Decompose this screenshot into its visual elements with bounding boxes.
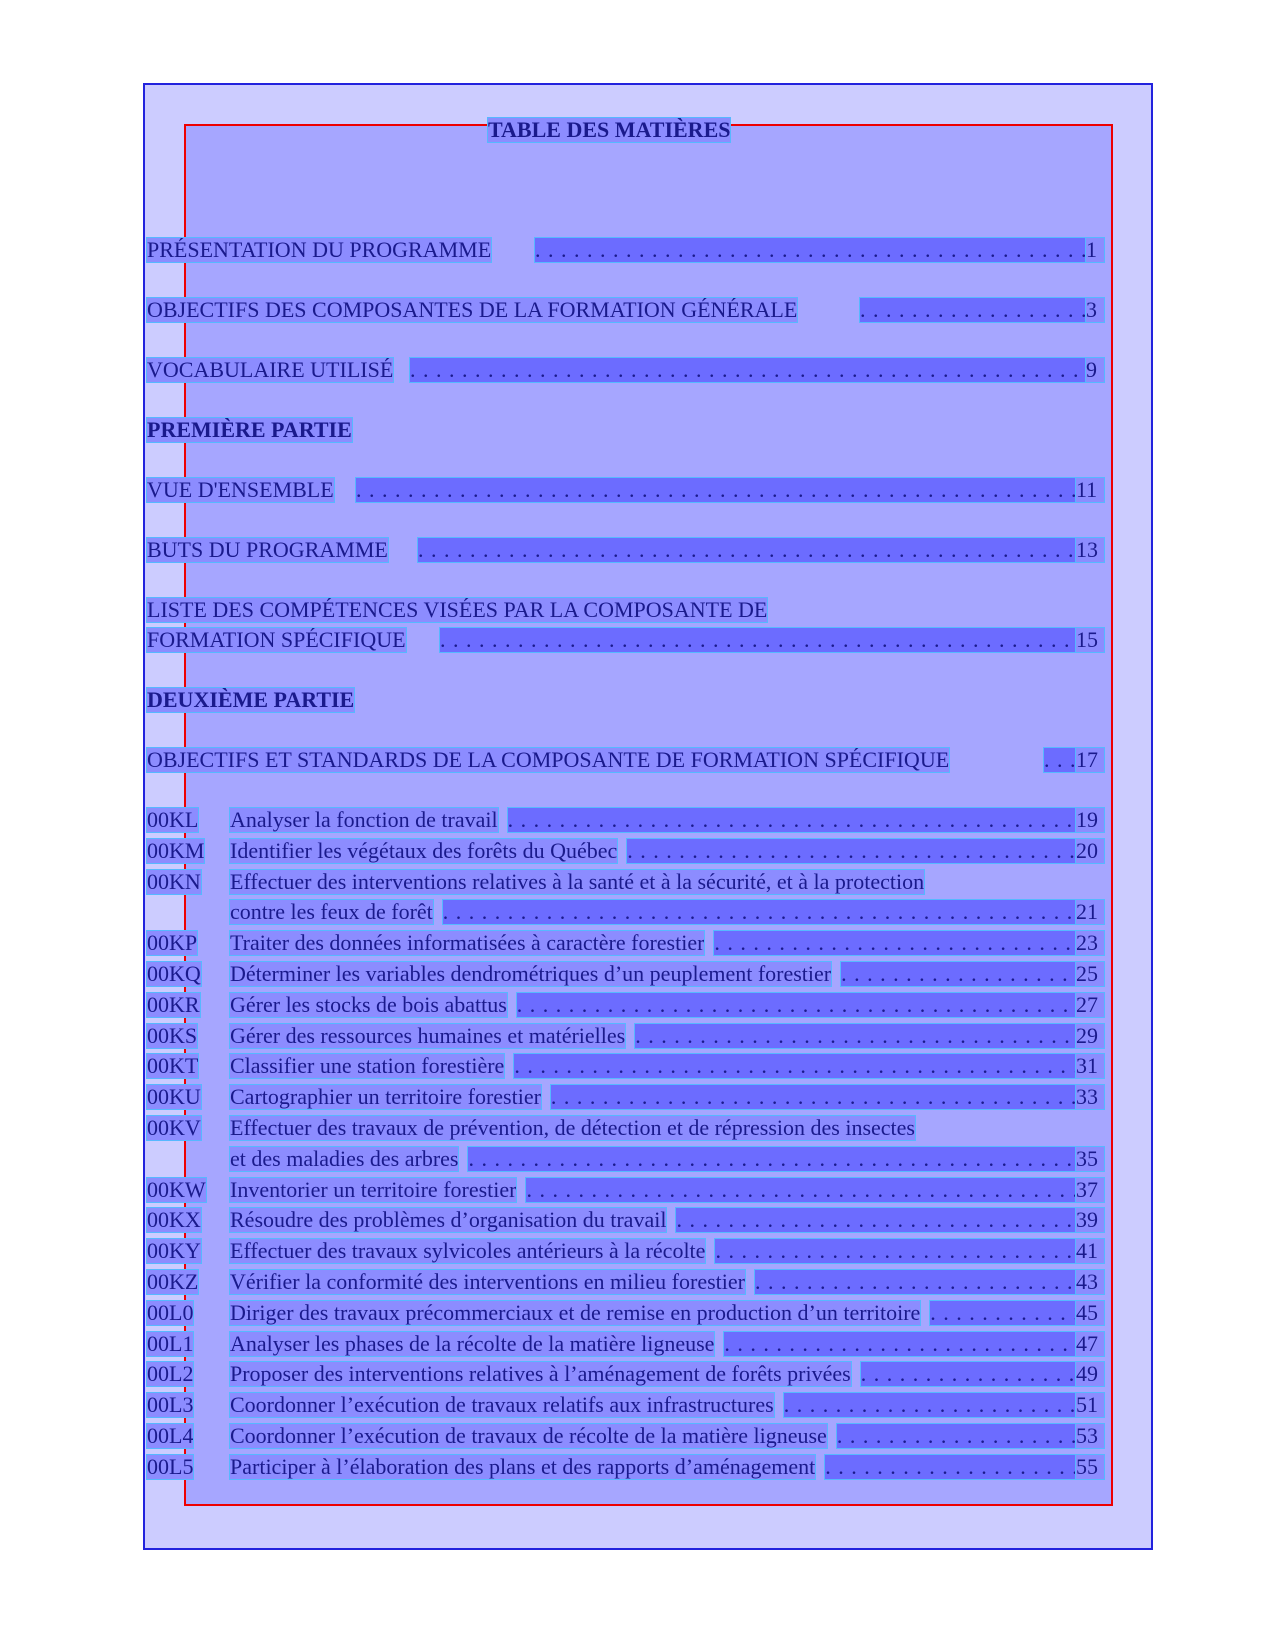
competence-code: 00L1 (147, 1330, 194, 1356)
dot-leader (635, 1024, 1076, 1048)
page-number: 45 (1076, 1301, 1104, 1325)
competence-label: Coordonner l’exécution de travaux relatifs aux infrastructures (230, 1392, 774, 1418)
competence-label: Coordonner l’exécution de travaux de récolte de la matière ligneuse (230, 1423, 827, 1448)
competence-label: Proposer des interventions relatives à l’aménagement de forêts privées (230, 1361, 851, 1387)
entry-label: VOCABULAIRE UTILISÉ (147, 357, 394, 382)
dot-leader (356, 478, 1077, 502)
competence-code: 00L2 (147, 1361, 194, 1387)
page-number: 19 (1076, 808, 1104, 832)
dot-leader (784, 1393, 1076, 1417)
page-number: 35 (1076, 1147, 1104, 1171)
competence-code: 00KZ (147, 1269, 199, 1294)
competence-code: 00L4 (147, 1423, 194, 1448)
dot-leader (930, 1301, 1076, 1325)
competence-code: 00KV (147, 1115, 201, 1140)
page-number: 47 (1076, 1332, 1104, 1356)
dot-leader (837, 1424, 1076, 1448)
page-number: 11 (1076, 478, 1104, 502)
competence-label: Diriger des travaux précommerciaux et de remise en production d’un territoire (230, 1299, 921, 1325)
dot-leader (724, 1332, 1076, 1356)
dot-leader (418, 538, 1077, 562)
page-number: 37 (1076, 1178, 1104, 1202)
dot-leader (535, 238, 1087, 262)
dot-leader (514, 1054, 1076, 1078)
competence-code: 00KT (147, 1053, 199, 1079)
part-heading-deuxieme: DEUXIÈME PARTIE (147, 687, 355, 712)
competence-code: 00L0 (147, 1299, 194, 1325)
entry-label: OBJECTIFS DES COMPOSANTES DE LA FORMATION GÉNÉRALE (147, 297, 798, 322)
competence-label: Inventorier un territoire forestier (230, 1176, 517, 1202)
page-number: 49 (1076, 1362, 1104, 1386)
dot-leader (1044, 748, 1077, 772)
entry-label: BUTS DU PROGRAMME (147, 537, 388, 562)
dot-leader (715, 1239, 1076, 1263)
competence-label: Traiter des données informatisées à caractère forestier (230, 930, 705, 956)
dot-leader (676, 1208, 1076, 1232)
page-number: 15 (1076, 628, 1104, 652)
page-number: 33 (1076, 1085, 1104, 1109)
competence-label-line2: et des maladies des arbres (230, 1145, 459, 1171)
competence-label: Classifier une station forestière (230, 1053, 505, 1079)
page-number: 17 (1076, 748, 1104, 772)
competence-code: 00KX (147, 1207, 201, 1233)
competence-label-line2: contre les feux de forêt (230, 899, 433, 925)
competence-code: 00KM (147, 837, 205, 863)
competence-code: 00KR (147, 991, 200, 1017)
entry-label: PRÉSENTATION DU PROGRAMME (147, 237, 492, 262)
dot-leader (825, 1455, 1076, 1479)
competence-label: Analyser la fonction de travail (230, 807, 498, 832)
dot-leader (526, 1178, 1076, 1202)
competence-code: 00KS (147, 1022, 198, 1048)
page-number: 29 (1076, 1024, 1104, 1048)
competence-code: 00KL (147, 807, 199, 832)
page-number: 3 (1086, 298, 1104, 322)
competence-label: Analyser les phases de la récolte de la matière ligneuse (230, 1330, 715, 1356)
entry-label-line2: FORMATION SPÉCIFIQUE (147, 627, 406, 652)
dot-leader (468, 1147, 1076, 1171)
competence-code: 00KW (147, 1176, 206, 1202)
entry-label: OBJECTIFS ET STANDARDS DE LA COMPOSANTE DE FORMATION SPÉCIFIQUE (147, 747, 950, 772)
page-number: 41 (1076, 1239, 1104, 1263)
page-number: 55 (1076, 1455, 1104, 1479)
page-number: 25 (1076, 962, 1104, 986)
page-number: 1 (1086, 238, 1104, 262)
dot-leader (410, 358, 1087, 382)
competence-code: 00KP (147, 930, 198, 956)
dot-leader (508, 808, 1076, 832)
entry-label-line1: LISTE DES COMPÉTENCES VISÉES PAR LA COMPOSANTE DE (147, 597, 768, 622)
dot-leader (627, 839, 1076, 863)
competence-code: 00KQ (147, 961, 201, 986)
dot-leader (551, 1085, 1076, 1109)
competence-code: 00KY (147, 1238, 201, 1264)
competence-label: Cartographier un territoire forestier (230, 1084, 541, 1110)
competence-label: Effectuer des travaux de prévention, de détection et de répression des insectes (230, 1115, 915, 1140)
page-number: 31 (1076, 1054, 1104, 1078)
competence-label: Gérer des ressources humaines et matérielles (230, 1022, 626, 1048)
competence-code: 00KU (147, 1084, 201, 1110)
competence-label: Résoudre des problèmes d’organisation du travail (230, 1207, 667, 1233)
competence-code: 00L3 (147, 1392, 194, 1418)
page-number: 20 (1076, 839, 1104, 863)
competence-label: Gérer les stocks de bois abattus (230, 991, 507, 1017)
competence-label: Déterminer les variables dendrométriques d’un peuplement forestier (230, 961, 832, 986)
page-number: 23 (1076, 931, 1104, 955)
competence-label: Effectuer des interventions relatives à la santé et à la sécurité, et à la protection (230, 868, 925, 894)
page-number: 9 (1086, 358, 1104, 382)
page-number: 39 (1076, 1208, 1104, 1232)
dot-leader (443, 900, 1076, 924)
page-number: 13 (1076, 538, 1104, 562)
competence-label: Participer à l’élaboration des plans et des rapports d’aménagement (230, 1453, 816, 1479)
competence-code: 00L5 (147, 1453, 194, 1479)
part-heading-premiere: PREMIÈRE PARTIE (147, 417, 352, 442)
dot-leader (714, 931, 1076, 955)
dot-leader (860, 298, 1087, 322)
entry-label: VUE D'ENSEMBLE (147, 477, 334, 502)
page-title: TABLE DES MATIÈRES (488, 117, 731, 142)
competence-label: Vérifier la conformité des interventions en milieu forestier (230, 1269, 745, 1294)
dot-leader (841, 962, 1076, 986)
page-number: 51 (1076, 1393, 1104, 1417)
dot-leader (440, 628, 1077, 652)
page-number: 27 (1076, 993, 1104, 1017)
page-number: 21 (1076, 900, 1104, 924)
competence-code: 00KN (147, 868, 201, 894)
dot-leader (517, 993, 1076, 1017)
competence-label: Identifier les végétaux des forêts du Québec (230, 837, 618, 863)
competence-label: Effectuer des travaux sylvicoles antérieurs à la récolte (230, 1238, 706, 1264)
dot-leader (861, 1362, 1076, 1386)
page-number: 43 (1076, 1270, 1104, 1294)
page-number: 53 (1076, 1424, 1104, 1448)
dot-leader (755, 1270, 1076, 1294)
